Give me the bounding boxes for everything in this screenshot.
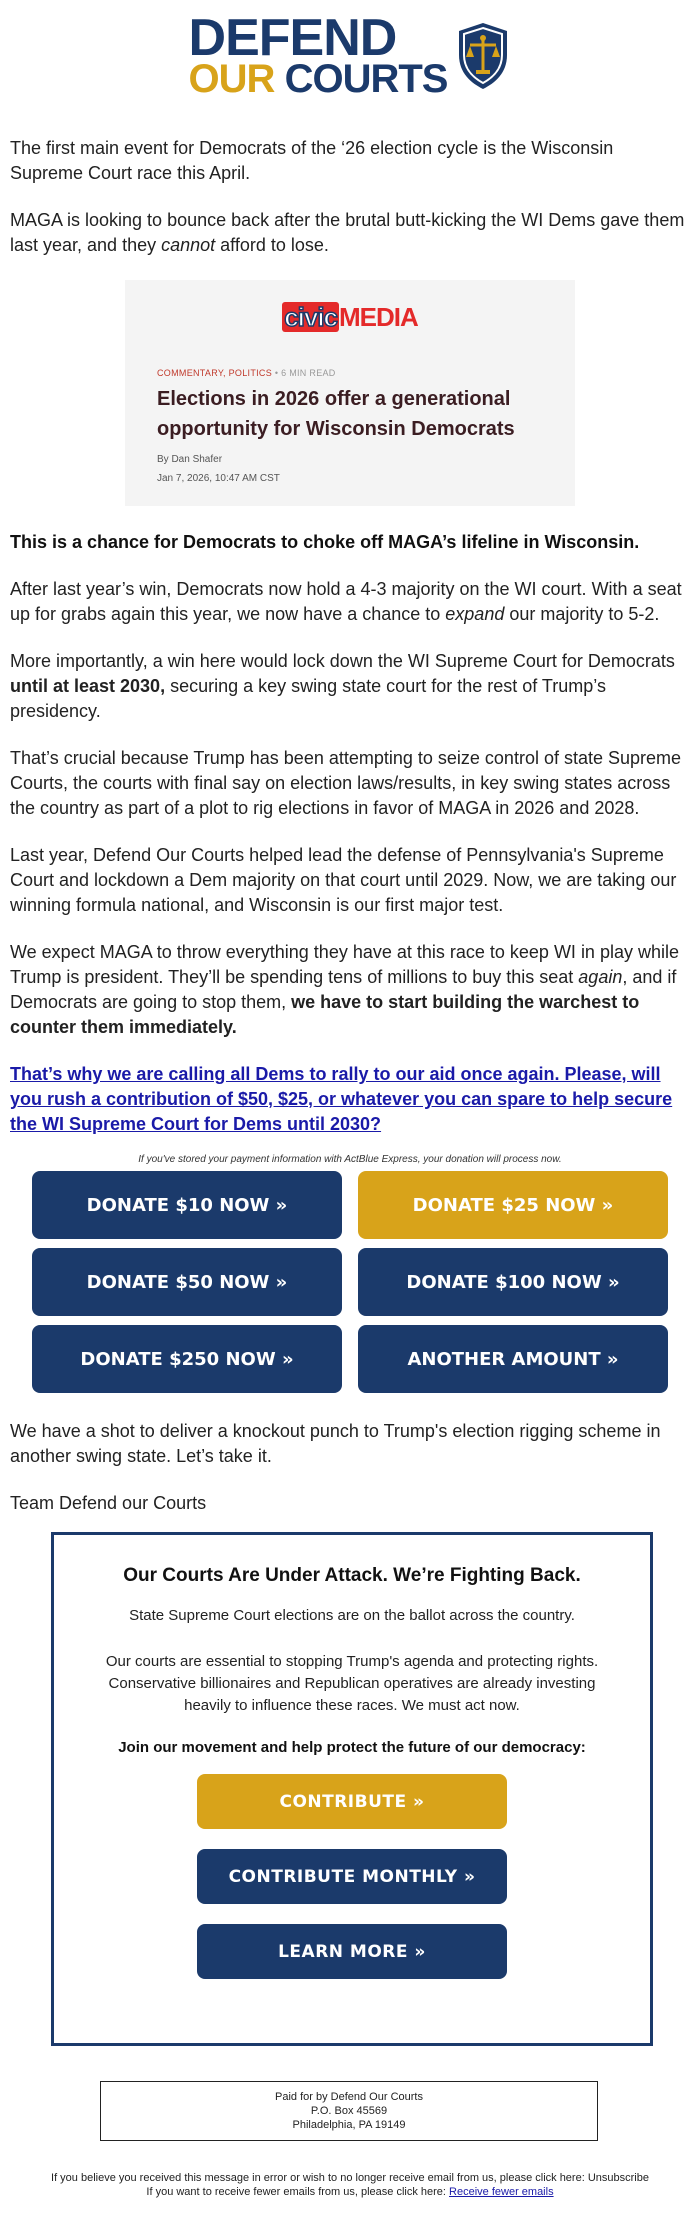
- promo-join-text: Join our movement and help protect the future of our democracy:: [118, 1739, 586, 1756]
- po-box-line: P.O. Box 45569: [310, 2105, 388, 2117]
- contribute-button[interactable]: CONTRIBUTE »: [197, 1774, 507, 1829]
- paid-for-disclaimer: [100, 2081, 598, 2141]
- donate-250-button[interactable]: DONATE $250 NOW »: [32, 1325, 342, 1393]
- fewer-emails-line: If you want to receive fewer emails from us, please click here: Receive fewer emails: [146, 2186, 554, 2198]
- article-preview-image[interactable]: [125, 280, 575, 506]
- learn-more-button[interactable]: LEARN MORE »: [197, 1924, 507, 1979]
- closing-paragraph: We have a shot to deliver a knockout punch to Trump's election rigging scheme in another swing state. Let’s take it.: [10, 1421, 661, 1466]
- contribute-monthly-button[interactable]: CONTRIBUTE MONTHLY »: [197, 1849, 507, 1904]
- unsubscribe-line[interactable]: If you believe you received this message in error or wish to no longer receive email from us, please click here: Unsubscribe: [51, 2172, 649, 2184]
- paid-for-line: Paid for by Defend Our Courts: [275, 2091, 423, 2103]
- body-paragraph-4: More importantly, a win here would lock down the WI Supreme Court for Democrats until at least 2030, securing a key swing state court for the rest of Trump’s presidency.: [10, 651, 675, 721]
- closing-section: [0, 1419, 700, 1516]
- city-line: Philadelphia, PA 19149: [292, 2119, 406, 2131]
- donate-25-button[interactable]: DONATE $25 NOW »: [358, 1171, 668, 1239]
- intro-paragraph-1: The first main event for Democrats of the ‘26 election cycle is the Wisconsin Supreme Court race this April.: [10, 138, 614, 183]
- email-footer: [0, 2171, 700, 2199]
- lead-statement: This is a chance for Democrats to choke off MAGA’s lifeline in Wisconsin.: [10, 532, 640, 552]
- promo-title: Our Courts Are Under Attack. We’re Fighting Back.: [123, 1565, 581, 1586]
- scales-of-justice-shield-icon: [455, 21, 511, 91]
- defend-our-courts-logo[interactable]: [188, 8, 512, 102]
- promo-paragraph-1: State Supreme Court elections are on the ballot across the country.: [129, 1607, 575, 1624]
- body-paragraph-3: After last year’s win, Democrats now hold a 4-3 majority on the WI court. With a seat up for grabs again this year, we now have a chance to expand our majority to 5-2.: [10, 579, 682, 624]
- signoff: Team Defend our Courts: [10, 1493, 207, 1513]
- logo-courts: COURTS: [284, 57, 448, 102]
- actblue-express-note: If you've stored your payment information with ActBlue Express, your donation will process now.: [138, 1154, 562, 1165]
- intro-paragraph-2: MAGA is looking to bounce back after the brutal butt-kicking the WI Dems gave them last year, and they cannot afford to lose.: [10, 210, 685, 255]
- promo-paragraph-2: Our courts are essential to stopping Trump's agenda and protecting rights. Conservative billionaires and Republican operatives are already investing heavily to influence these races. We must act now.: [105, 1653, 599, 1714]
- donate-100-button[interactable]: DONATE $100 NOW »: [358, 1248, 668, 1316]
- body-paragraph-6: Last year, Defend Our Courts helped lead the defense of Pennsylvania's Supreme Court and lockdown a Dem majority on that court until 2029. Now, we are taking our winning formula national, and Wisconsin is our first major test.: [10, 845, 677, 915]
- article-category: COMMENTARY, POLITICS • 6 MIN READ: [157, 368, 336, 378]
- body-paragraph-5: That’s crucial because Trump has been attempting to seize control of state Supreme Courts, the courts with final say on election laws/results, in key swing states across the country as part of a plot to rig elections in favor of MAGA in 2026 and 2028.: [10, 748, 682, 818]
- donate-50-button[interactable]: DONATE $50 NOW »: [32, 1248, 342, 1316]
- logo-wordmark: [188, 8, 448, 102]
- contribution-ask-link[interactable]: That’s why we are calling all Dems to rally to our aid once again. Please, will you rush a contribution of $50, $25, or whatever you can spare to help secure the WI Supreme Court for Dems until 2030?: [10, 1064, 673, 1134]
- logo-our-courts: [188, 57, 448, 102]
- logo-defend: DEFEND: [188, 8, 397, 67]
- email-header: [0, 0, 700, 112]
- receive-fewer-emails-link[interactable]: Receive fewer emails: [449, 2186, 554, 2198]
- email-body: [0, 136, 700, 1137]
- promo-box: [51, 1532, 653, 2046]
- article-title: Elections in 2026 offer a generational opportunity for Wisconsin Democrats: [157, 388, 515, 440]
- another-amount-button[interactable]: ANOTHER AMOUNT »: [358, 1325, 668, 1393]
- donate-button-grid: [32, 1171, 668, 1393]
- logo-our: OUR: [188, 57, 275, 102]
- article-byline: By Dan Shafer: [157, 454, 223, 465]
- article-date: Jan 7, 2026, 10:47 AM CST: [157, 473, 280, 484]
- civic-media-logo: civicMEDIA: [284, 302, 418, 332]
- donate-10-button[interactable]: DONATE $10 NOW »: [32, 1171, 342, 1239]
- body-paragraph-7: We expect MAGA to throw everything they have at this race to keep WI in play while Trump is president. They’ll be spending tens of millions to buy this seat again, and if Democrats are going to stop them, we have to start building the warchest to counter them immediately.: [10, 942, 679, 1037]
